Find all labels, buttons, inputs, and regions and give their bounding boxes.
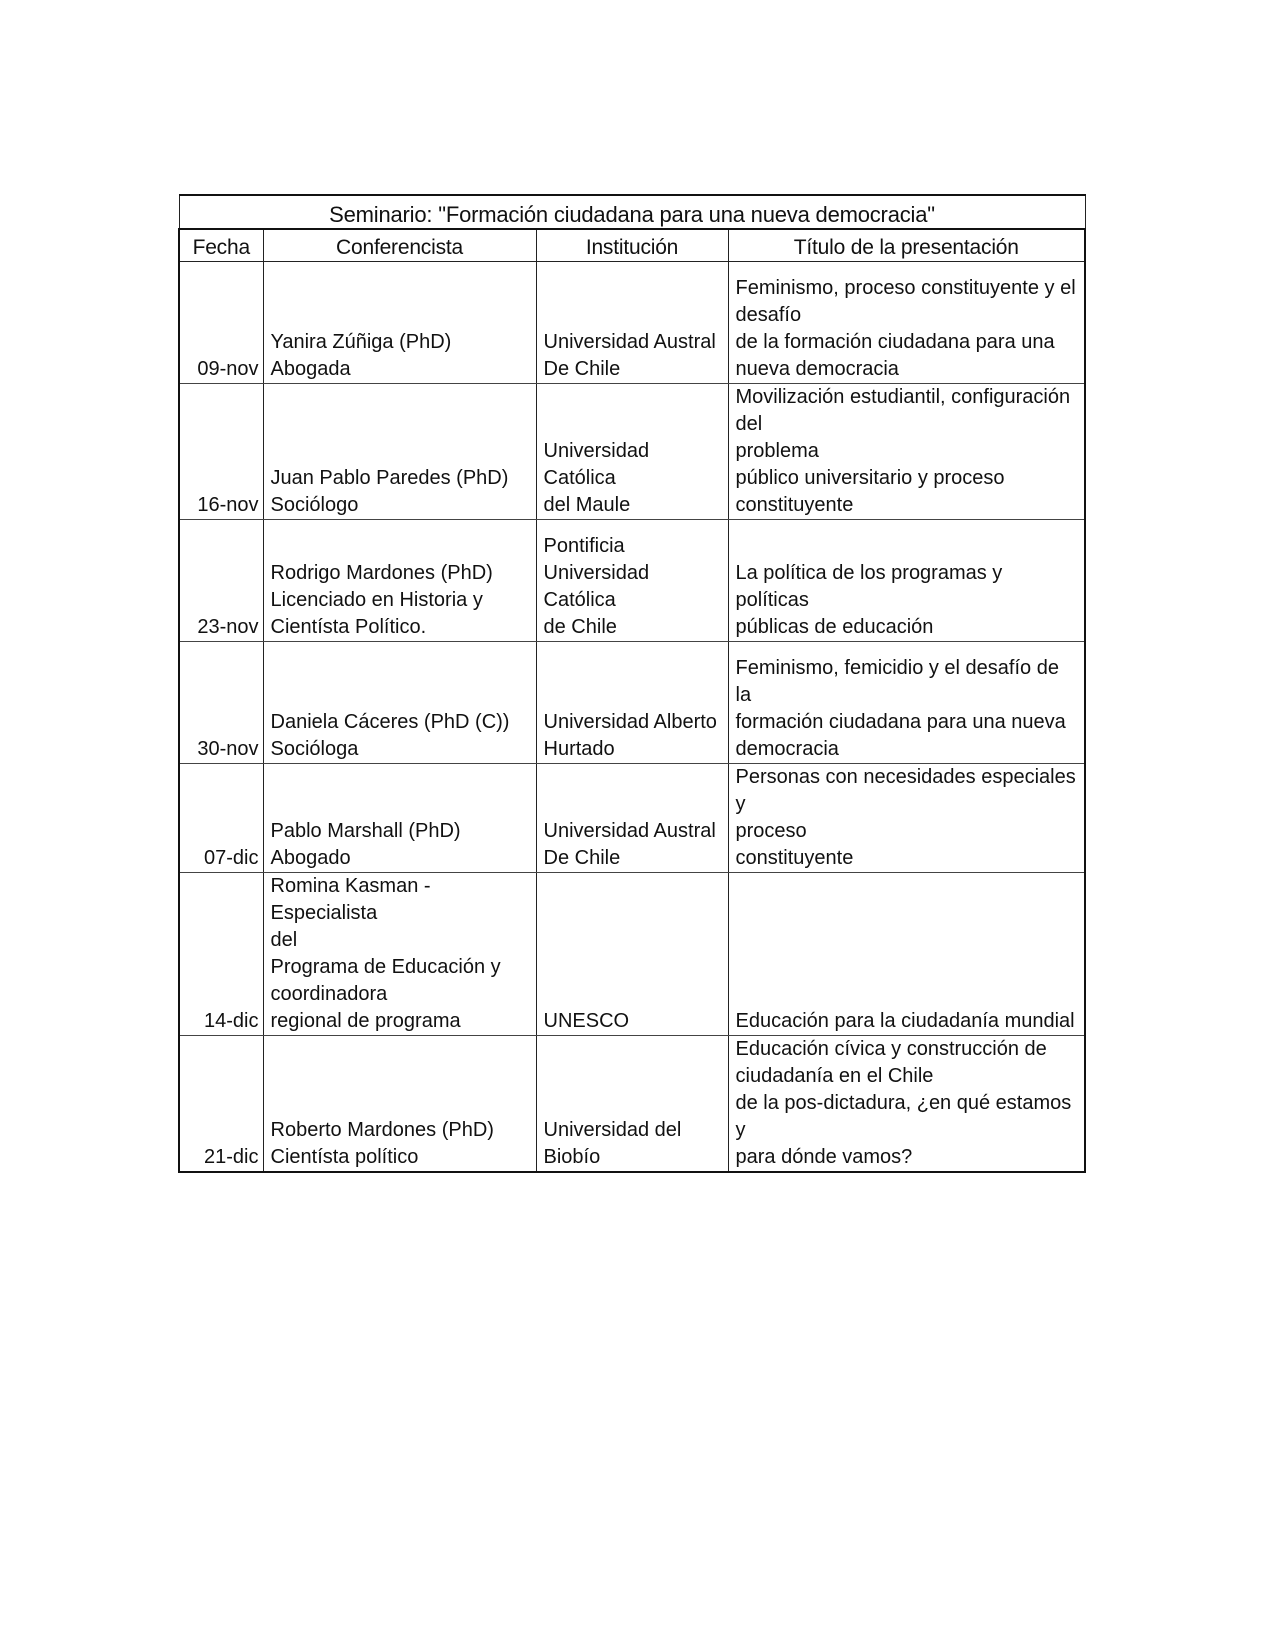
speaker-cell: Roberto Mardones (PhD) Cientísta político [263, 1036, 536, 1173]
table-title: Seminario: "Formación ciudadana para una nueva democracia" [179, 195, 1085, 229]
table-title-row [179, 195, 1085, 229]
seminar-schedule-table [178, 194, 1086, 1173]
institution-cell: Universidad Alberto Hurtado [536, 642, 728, 764]
speaker-cell: Pablo Marshall (PhD) Abogado [263, 764, 536, 873]
table-row [179, 873, 1085, 1036]
talk-title-cell: Feminismo, femicidio y el desafío de la formación ciudadana para una nueva democracia [728, 642, 1085, 764]
date-cell: 21-dic [179, 1036, 263, 1173]
table-row [179, 1036, 1085, 1173]
speaker-cell: Rodrigo Mardones (PhD) Licenciado en Historia y Cientísta Político. [263, 520, 536, 642]
date-cell: 07-dic [179, 764, 263, 873]
talk-title-cell: La política de los programas y políticas públicas de educación [728, 520, 1085, 642]
speaker-cell: Romina Kasman - Especialista del Programa de Educación y coordinadora regional de programa [263, 873, 536, 1036]
document-page [178, 194, 1084, 1173]
table-row [179, 520, 1085, 642]
table-row [179, 384, 1085, 520]
date-cell: 16-nov [179, 384, 263, 520]
institution-cell: Universidad Austral De Chile [536, 262, 728, 384]
speaker-cell: Yanira Zúñiga (PhD) Abogada [263, 262, 536, 384]
date-cell: 30-nov [179, 642, 263, 764]
table-row [179, 764, 1085, 873]
date-cell: 09-nov [179, 262, 263, 384]
date-cell: 23-nov [179, 520, 263, 642]
column-header-speaker: Conferencista [263, 229, 536, 262]
talk-title-cell: Movilización estudiantil, configuración del problema público universitario y proceso constituyente [728, 384, 1085, 520]
talk-title-cell: Feminismo, proceso constituyente y el desafío de la formación ciudadana para una nueva democracia [728, 262, 1085, 384]
talk-title-cell: Educación cívica y construcción de ciudadanía en el Chile de la pos-dictadura, ¿en qué estamos y para dónde vamos? [728, 1036, 1085, 1173]
table-row [179, 642, 1085, 764]
date-cell: 14-dic [179, 873, 263, 1036]
institution-cell: UNESCO [536, 873, 728, 1036]
institution-cell: Pontificia Universidad Católica de Chile [536, 520, 728, 642]
institution-cell: Universidad del Biobío [536, 1036, 728, 1173]
column-header-date: Fecha [179, 229, 263, 262]
column-header-talk-title: Título de la presentación [728, 229, 1085, 262]
table-row [179, 262, 1085, 384]
talk-title-cell: Educación para la ciudadanía mundial [728, 873, 1085, 1036]
speaker-cell: Daniela Cáceres (PhD (C)) Socióloga [263, 642, 536, 764]
table-header-row [179, 229, 1085, 262]
talk-title-cell: Personas con necesidades especiales y proceso constituyente [728, 764, 1085, 873]
institution-cell: Universidad Austral De Chile [536, 764, 728, 873]
speaker-cell: Juan Pablo Paredes (PhD) Sociólogo [263, 384, 536, 520]
column-header-institution: Institución [536, 229, 728, 262]
institution-cell: Universidad Católica del Maule [536, 384, 728, 520]
